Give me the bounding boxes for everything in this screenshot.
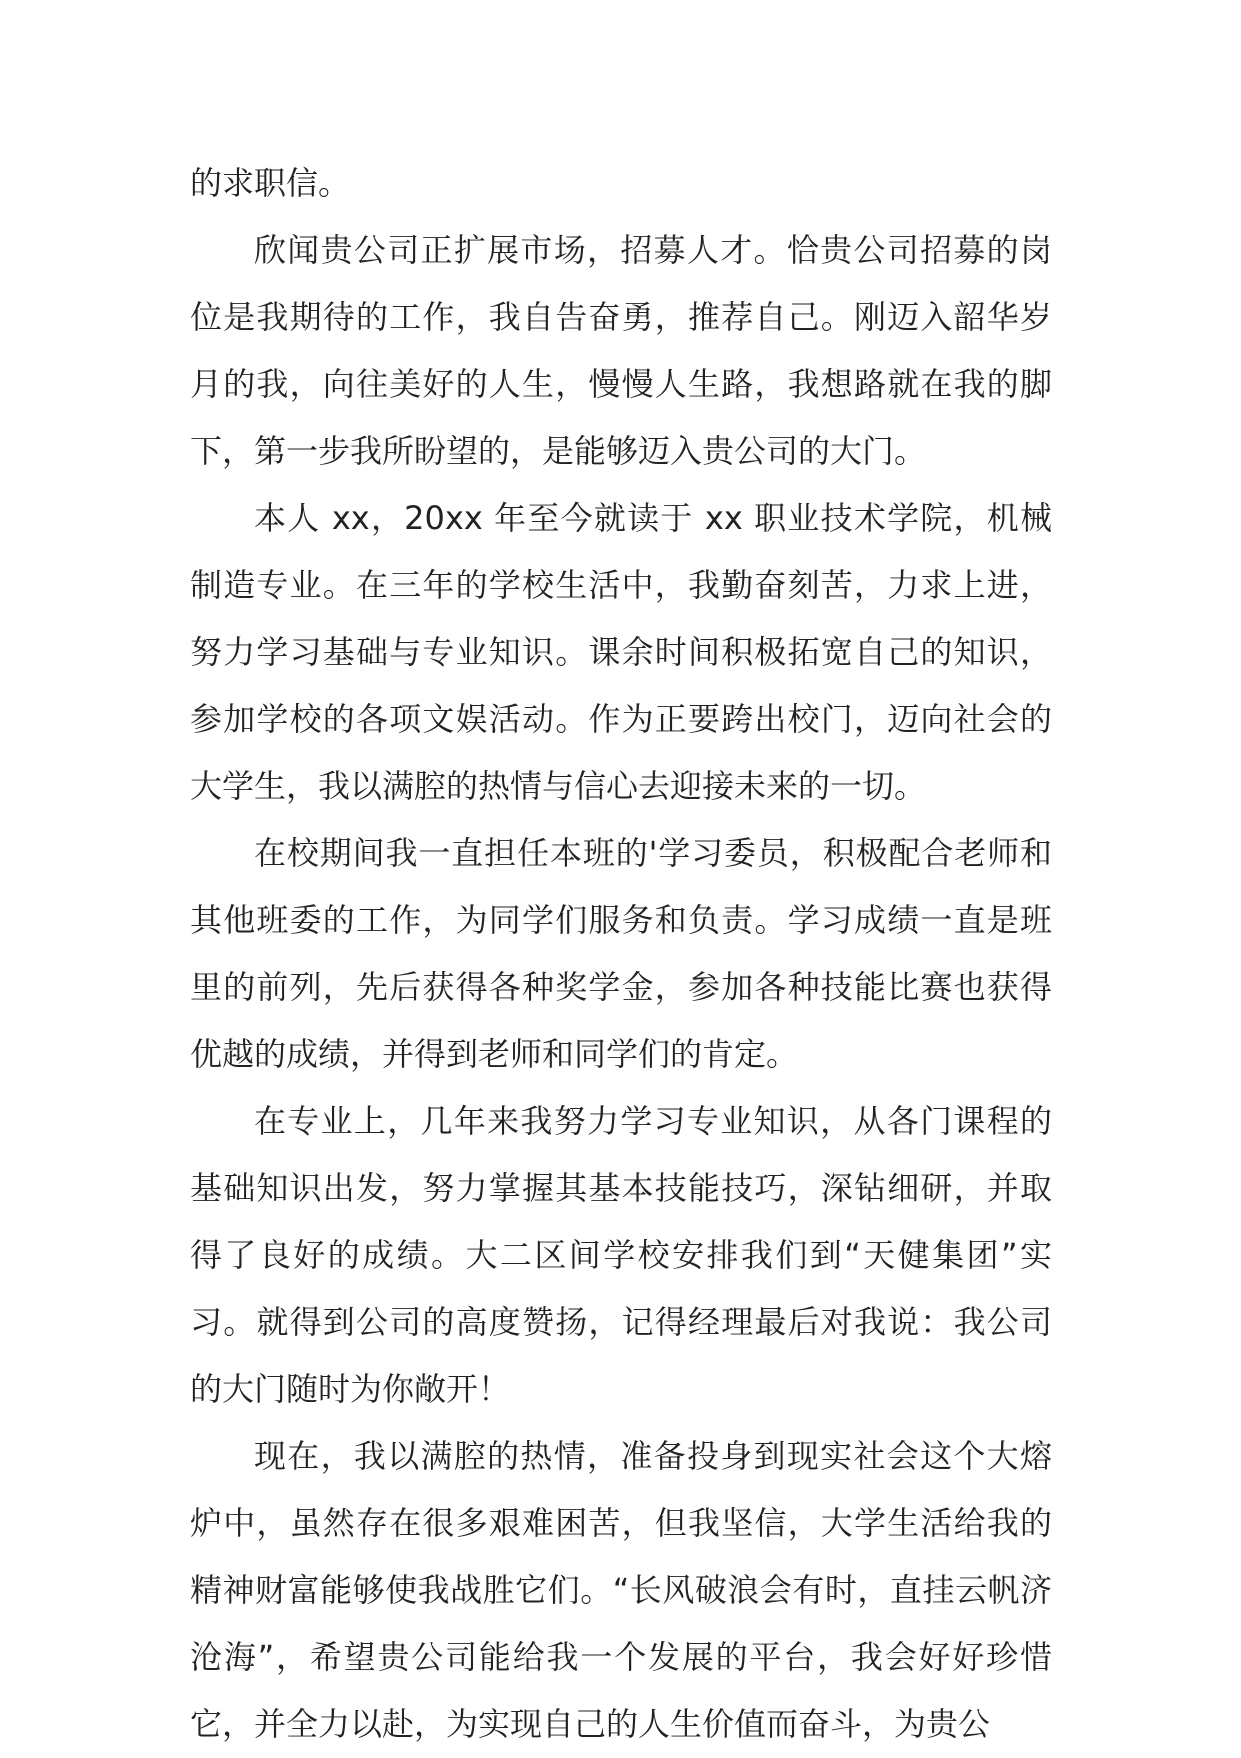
paragraph-professional: 在专业上，几年来我努力学习专业知识，从各门课程的基础知识出发，努力掌握其基本技能技巧，深钻细研，并取得了良好的成绩。大二区间学校安排我们到“天健集团”实习。就得到公司的高度赞扬，记得经理最后对我说：我公司的大门随时为你敞开！ (190, 1102, 1052, 1408)
paragraph-intro: 欣闻贵公司正扩展市场，招募人才。恰贵公司招募的岗位是我期待的工作，我自告奋勇，推荐自己。刚迈入韶华岁月的我，向往美好的人生，慢慢人生路，我想路就在我的脚下，第一步我所盼望的，是能够迈入贵公司的大门。 (190, 231, 1052, 470)
paragraph-closing: 现在，我以满腔的热情，准备投身到现实社会这个大熔炉中，虽然存在很多艰难困苦，但我坚信，大学生活给我的精神财富能够使我战胜它们。“长风破浪会有时，直挂云帆济沧海”，希望贵公司能给我一个发展的平台，我会好好珍惜它，并全力以赴，为实现自己的人生价值而奋斗，为贵公 (190, 1437, 1052, 1743)
paragraph-background: 本人 xx，20xx 年至今就读于 xx 职业技术学院，机械制造专业。在三年的学校生活中，我勤奋刻苦，力求上进，努力学习基础与专业知识。课余时间积极拓宽自己的知识，参加学校的各项文娱活动。作为正要跨出校门，迈向社会的大学生，我以满腔的热情与信心去迎接未来的一切。 (190, 499, 1052, 805)
letter-body (190, 150, 1052, 1758)
paragraph-continuation: 的求职信。 (190, 164, 351, 202)
paragraph-school-roles: 在校期间我一直担任本班的'学习委员，积极配合老师和其他班委的工作，为同学们服务和负责。学习成绩一直是班里的前列，先后获得各种奖学金，参加各种技能比赛也获得优越的成绩，并得到老师和同学们的肯定。 (190, 834, 1052, 1073)
